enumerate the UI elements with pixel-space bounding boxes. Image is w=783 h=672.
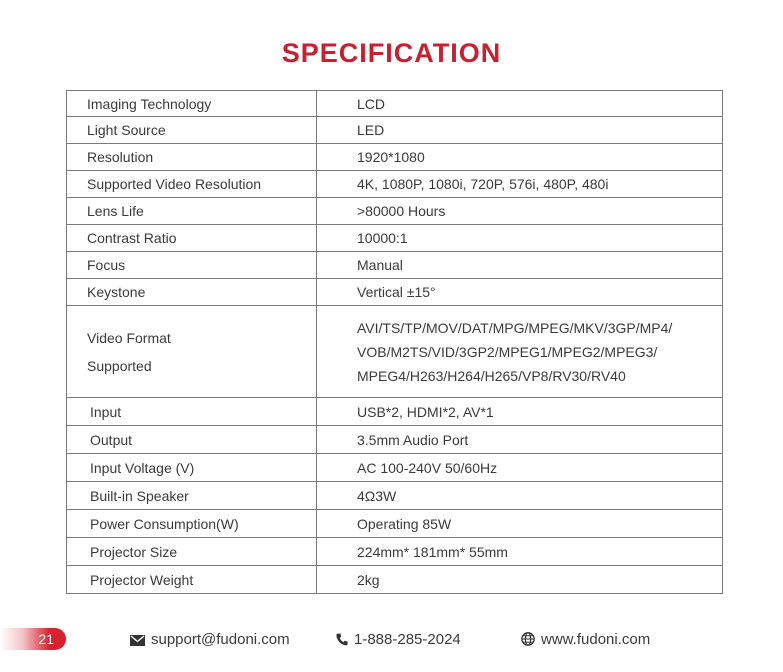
spec-value: 2kg <box>317 566 723 594</box>
table-row <box>67 117 723 144</box>
footer-website[interactable] <box>521 631 650 648</box>
spec-value: LED <box>317 117 723 144</box>
spec-value: Vertical ±15° <box>317 279 723 306</box>
table-row <box>67 482 723 510</box>
spec-value: 1920*1080 <box>317 144 723 171</box>
spec-value: Operating 85W <box>317 510 723 538</box>
globe-icon <box>521 632 535 646</box>
spec-label: Built-in Speaker <box>67 482 317 510</box>
spec-label: Projector Size <box>67 538 317 566</box>
spec-value: 3.5mm Audio Port <box>317 426 723 454</box>
spec-value: USB*2, HDMI*2, AV*1 <box>317 398 723 426</box>
spec-label: Lens Life <box>67 198 317 225</box>
spec-value-line: MPEG4/H263/H264/H265/VP8/RV30/RV40 <box>357 367 626 384</box>
table-row <box>67 538 723 566</box>
table-row <box>67 279 723 306</box>
spec-label: Contrast Ratio <box>67 225 317 252</box>
table-row <box>67 144 723 171</box>
spec-label: Keystone <box>67 279 317 306</box>
spec-label-line: Video Format <box>87 329 171 346</box>
page-footer <box>0 626 783 656</box>
envelope-icon <box>130 635 145 646</box>
table-row <box>67 426 723 454</box>
spec-value-line: VOB/M2TS/VID/3GP2/MPEG1/MPEG2/MPEG3/ <box>357 343 658 360</box>
spec-label: Light Source <box>67 117 317 144</box>
spec-value <box>317 306 723 398</box>
spec-label: Output <box>67 426 317 454</box>
spec-label: Resolution <box>67 144 317 171</box>
spec-value: AC 100-240V 50/60Hz <box>317 454 723 482</box>
spec-label: Supported Video Resolution <box>67 171 317 198</box>
table-row <box>67 198 723 225</box>
specification-table <box>66 90 723 594</box>
page-title: SPECIFICATION <box>281 38 502 68</box>
table-row <box>67 566 723 594</box>
spec-label: Focus <box>67 252 317 279</box>
table-row <box>67 252 723 279</box>
spec-label: Input Voltage (V) <box>67 454 317 482</box>
spec-value: 10000:1 <box>317 225 723 252</box>
table-row <box>67 171 723 198</box>
phone-icon <box>336 633 348 646</box>
table-row <box>67 225 723 252</box>
page-number-badge <box>0 628 66 650</box>
website-link[interactable]: www.fudoni.com <box>541 631 651 648</box>
footer-phone[interactable] <box>336 631 461 648</box>
table-row <box>67 306 723 398</box>
spec-value-line: AVI/TS/TP/MOV/DAT/MPG/MPEG/MKV/3GP/MP4/ <box>357 319 673 336</box>
footer-email[interactable] <box>130 631 290 648</box>
phone-number[interactable]: 1-888-285-2024 <box>354 631 461 648</box>
spec-label: Input <box>67 398 317 426</box>
spec-value: 4Ω3W <box>317 482 723 510</box>
spec-value: LCD <box>317 91 723 117</box>
spec-value: 224mm* 181mm* 55mm <box>317 538 723 566</box>
spec-label: Projector Weight <box>67 566 317 594</box>
table-row <box>67 398 723 426</box>
spec-label: Power Consumption(W) <box>67 510 317 538</box>
spec-label-line: Supported <box>87 357 152 374</box>
spec-label <box>67 306 317 398</box>
table-row <box>67 91 723 117</box>
spec-label: Imaging Technology <box>67 91 317 117</box>
email-link[interactable]: support@fudoni.com <box>151 631 290 648</box>
spec-value: >80000 Hours <box>317 198 723 225</box>
spec-value: 4K, 1080P, 1080i, 720P, 576i, 480P, 480i <box>317 171 723 198</box>
page-number: 21 <box>38 631 54 647</box>
table-row <box>67 510 723 538</box>
spec-value: Manual <box>317 252 723 279</box>
table-row <box>67 454 723 482</box>
